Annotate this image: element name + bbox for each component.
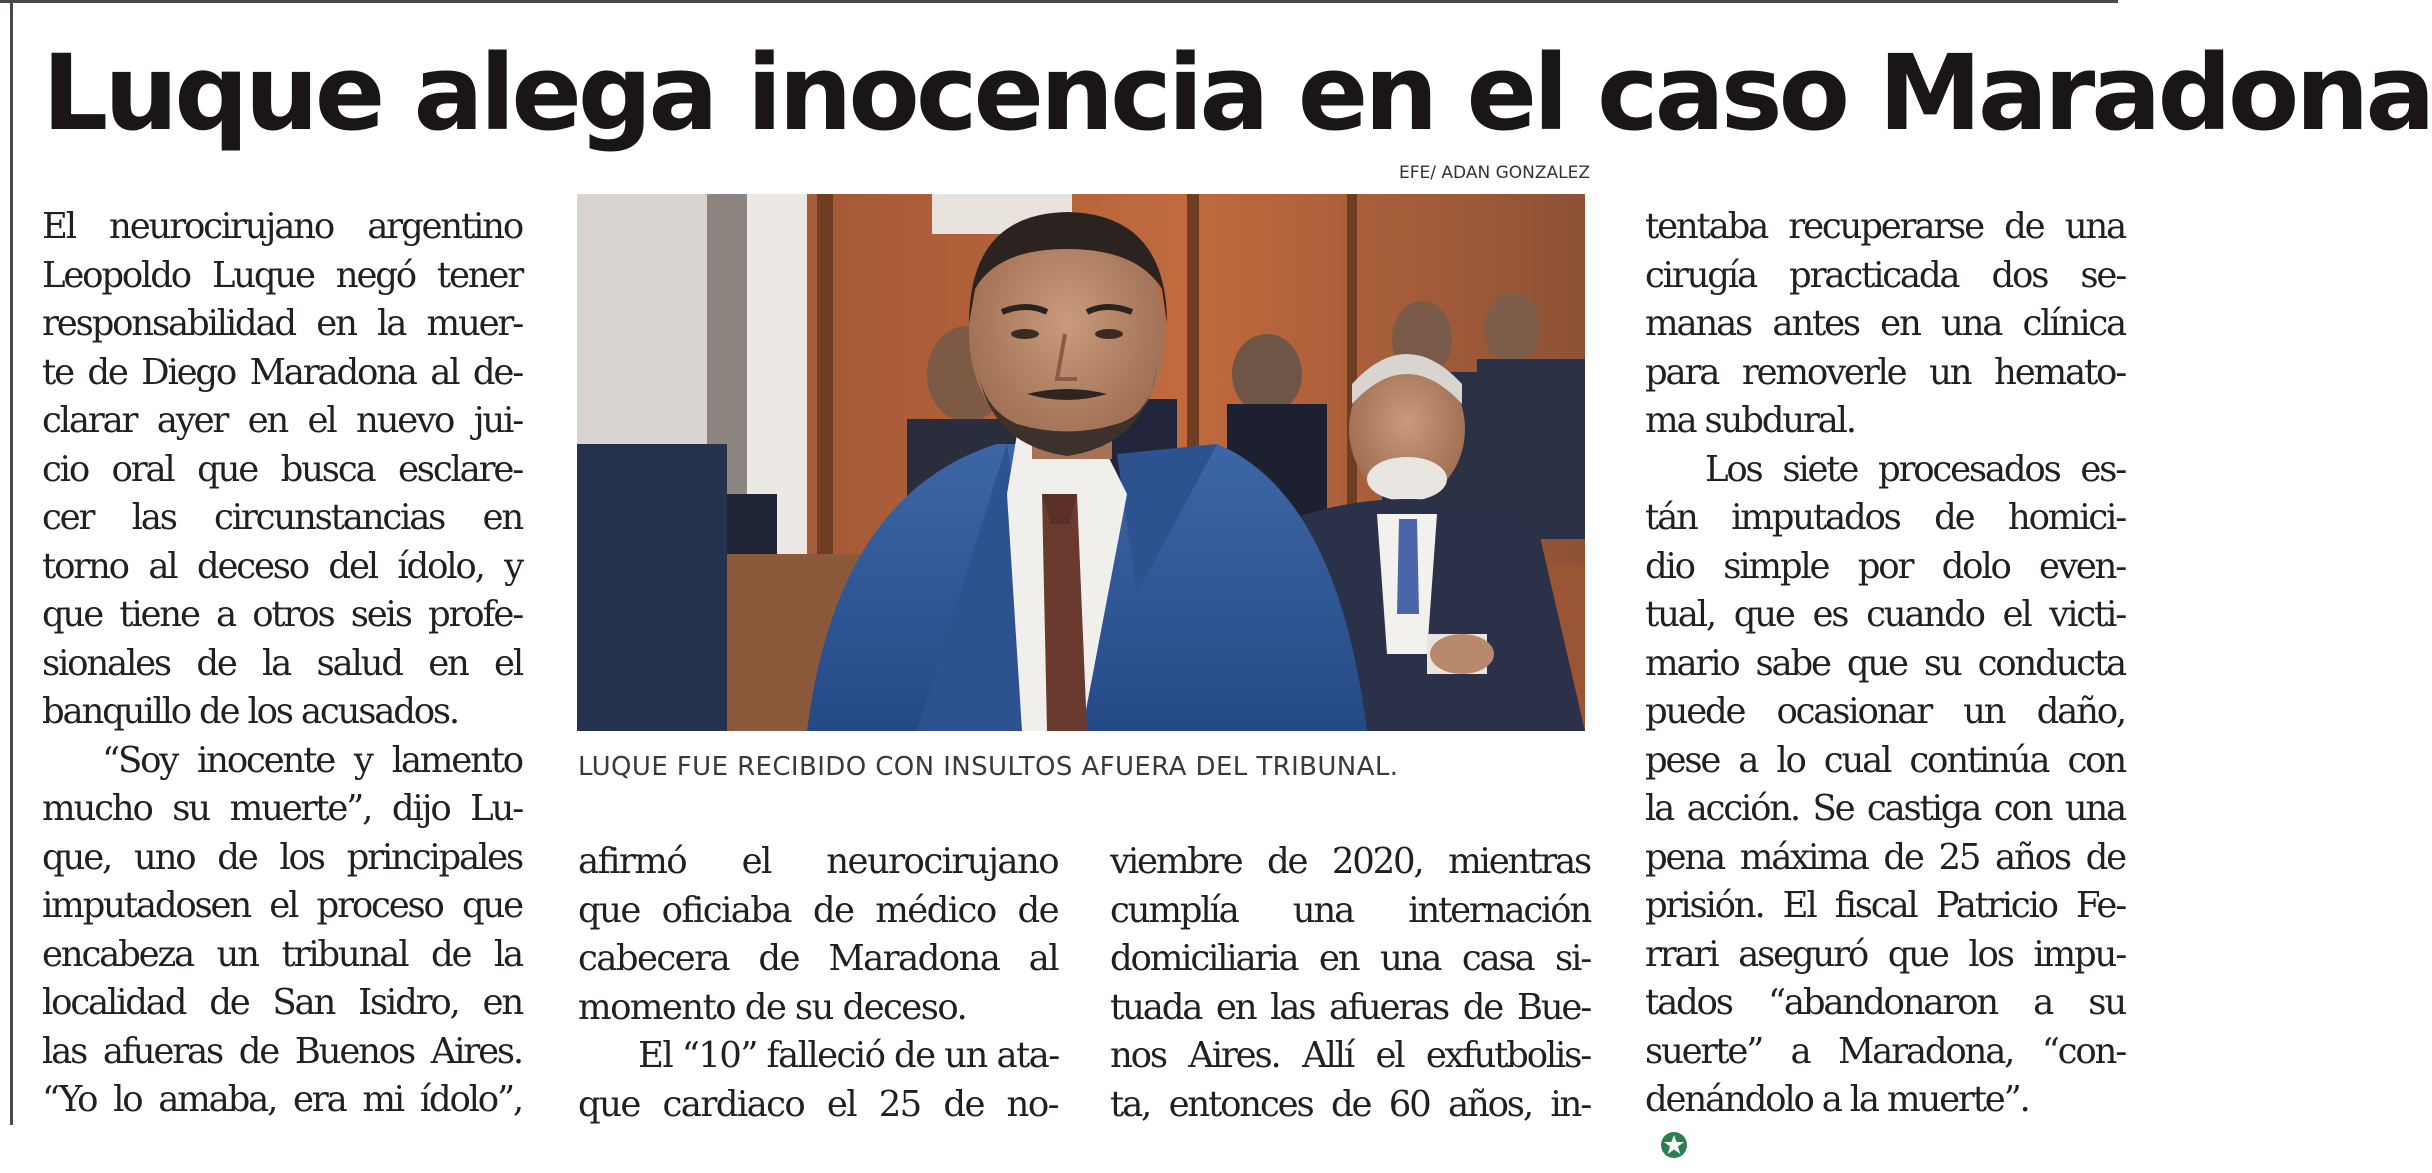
text-line: suerte” a Maradona, “con- bbox=[1645, 1028, 2125, 1077]
text-line: localidad de San Isidro, en bbox=[42, 979, 522, 1028]
text-line: tados “abandonaron a su bbox=[1645, 979, 2125, 1028]
photo-credit: EFE/ ADAN GONZALEZ bbox=[1340, 163, 1590, 183]
text-line: dio simple por dolo even- bbox=[1645, 543, 2125, 592]
text-line: imputadosen el proceso que bbox=[42, 882, 522, 931]
text-line: mucho su muerte”, dijo Lu- bbox=[42, 785, 522, 834]
text-line: te de Diego Maradona al de- bbox=[42, 349, 522, 398]
news-photo bbox=[577, 194, 1585, 731]
text-line: rrari aseguró que los impu- bbox=[1645, 931, 2125, 980]
text-line: cer las circunstancias en bbox=[42, 494, 522, 543]
text-line: viembre de 2020, mientras bbox=[1110, 838, 1590, 887]
text-line: ta, entonces de 60 años, in- bbox=[1110, 1081, 1590, 1130]
text-line: ma subdural. bbox=[1645, 397, 2125, 446]
text-line: banquillo de los acusados. bbox=[42, 688, 522, 737]
text-line-end: denándolo a la muerte”. bbox=[1645, 1079, 2029, 1120]
text-line: responsabilidad en la muer- bbox=[42, 300, 522, 349]
text-line: Leopoldo Luque negó tener bbox=[42, 252, 522, 301]
photo-caption: LUQUE FUE RECIBIDO CON INSULTOS AFUERA DEL TRIBUNAL. bbox=[578, 752, 1588, 782]
text-line: pena máxima de 25 años de bbox=[1645, 834, 2125, 883]
text-line: que tiene a otros seis profe- bbox=[42, 591, 522, 640]
article-column-3 bbox=[1110, 838, 1590, 1129]
text-line: tentaba recuperarse de una bbox=[1645, 203, 2125, 252]
text-line: El neurocirujano argentino bbox=[42, 203, 522, 252]
text-line: momento de su deceso. bbox=[578, 984, 1058, 1033]
article-column-4 bbox=[1645, 203, 2125, 1173]
headline: Luque alega inocencia en el caso Maradona bbox=[42, 28, 2142, 158]
text-line: mario sabe que su conducta bbox=[1645, 640, 2125, 689]
text-line: clarar ayer en el nuevo jui- bbox=[42, 397, 522, 446]
text-line: la acción. Se castiga con una bbox=[1645, 785, 2125, 834]
text-line: cabecera de Maradona al bbox=[578, 935, 1058, 984]
text-line-last bbox=[1645, 1076, 2125, 1173]
text-line: afirmó el neurocirujano bbox=[578, 838, 1058, 887]
text-line: tán imputados de homici- bbox=[1645, 494, 2125, 543]
text-line: las afueras de Buenos Aires. bbox=[42, 1028, 522, 1077]
text-line: pese a lo cual continúa con bbox=[1645, 737, 2125, 786]
left-border-rule bbox=[10, 0, 13, 1125]
text-line: manas antes en una clínica bbox=[1645, 300, 2125, 349]
text-line: Los siete procesados es- bbox=[1645, 446, 2125, 495]
text-line: “Soy inocente y lamento bbox=[42, 737, 522, 786]
text-line: tuada en las afueras de Bue- bbox=[1110, 984, 1590, 1033]
text-line: para removerle un hemato- bbox=[1645, 349, 2125, 398]
text-line: cio oral que busca esclare- bbox=[42, 446, 522, 495]
text-line: puede ocasionar un daño, bbox=[1645, 688, 2125, 737]
text-line: que, uno de los principales bbox=[42, 834, 522, 883]
text-line: nos Aires. Allí el exfutbolis- bbox=[1110, 1032, 1590, 1081]
text-line: El “10” falleció de un ata- bbox=[578, 1032, 1058, 1081]
text-line: cirugía practicada dos se- bbox=[1645, 252, 2125, 301]
green-circle-star-icon bbox=[1659, 1125, 2125, 1173]
text-line: domiciliaria en una casa si- bbox=[1110, 935, 1590, 984]
text-line: torno al deceso del ídolo, y bbox=[42, 543, 522, 592]
text-line: que oficiaba de médico de bbox=[578, 887, 1058, 936]
article-column-2 bbox=[578, 838, 1058, 1129]
top-border-rule bbox=[0, 0, 2118, 3]
text-line: “Yo lo amaba, era mi ídolo”, bbox=[42, 1076, 522, 1125]
text-line: sionales de la salud en el bbox=[42, 640, 522, 689]
article-column-1 bbox=[42, 203, 522, 1125]
text-line: encabeza un tribunal de la bbox=[42, 931, 522, 980]
text-line: tual, que es cuando el victi- bbox=[1645, 591, 2125, 640]
text-line: que cardiaco el 25 de no- bbox=[578, 1081, 1058, 1130]
text-line: cumplía una internación bbox=[1110, 887, 1590, 936]
text-line: prisión. El fiscal Patricio Fe- bbox=[1645, 882, 2125, 931]
